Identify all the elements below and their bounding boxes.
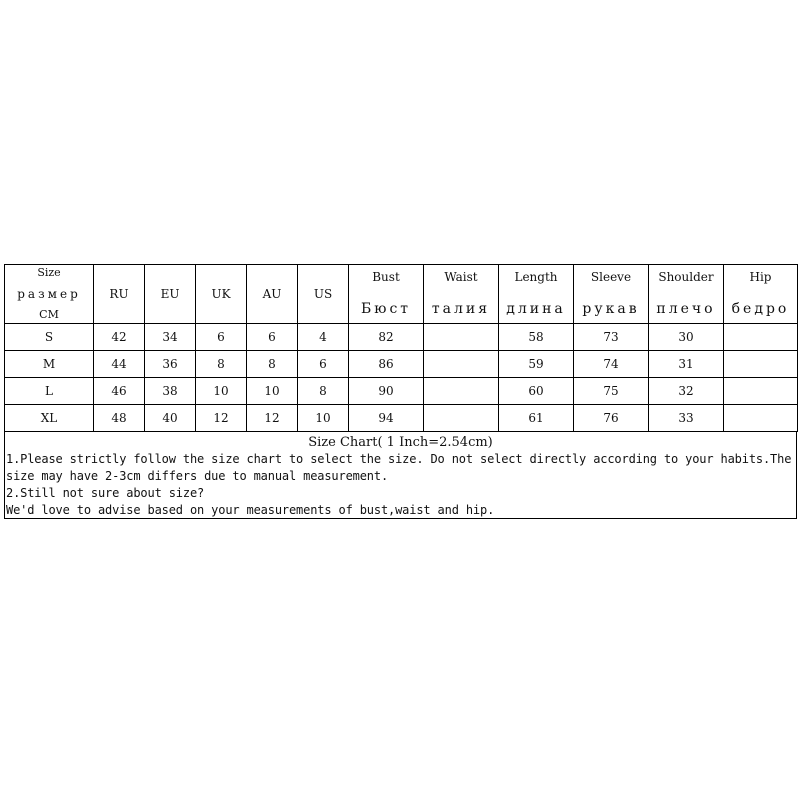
header-sleeve-ru: рукав xyxy=(582,301,640,317)
cell-shoulder: 32 xyxy=(649,378,724,405)
cell-us: 6 xyxy=(298,351,349,378)
header-hip-en: Hip xyxy=(749,270,772,284)
cell-sleeve: 73 xyxy=(574,324,649,351)
header-hip-ru: бедро xyxy=(731,301,790,317)
cell-au: 6 xyxy=(247,324,298,351)
cell-size: S xyxy=(5,324,94,351)
cell-au: 10 xyxy=(247,378,298,405)
header-shoulder-ru: плечо xyxy=(656,301,716,317)
size-header-en: Size xyxy=(37,266,61,279)
size-header-unit: CM xyxy=(39,308,59,321)
header-row xyxy=(5,265,798,324)
header-ru: RU xyxy=(94,265,145,324)
cell-eu: 36 xyxy=(145,351,196,378)
cell-au: 12 xyxy=(247,405,298,432)
cell-us: 4 xyxy=(298,324,349,351)
table-row xyxy=(5,378,798,405)
table-row xyxy=(5,324,798,351)
header-shoulder xyxy=(649,265,724,324)
cell-hip xyxy=(724,378,798,405)
header-sleeve-en: Sleeve xyxy=(590,270,632,284)
cell-eu: 40 xyxy=(145,405,196,432)
cell-ru: 44 xyxy=(94,351,145,378)
table-row xyxy=(5,351,798,378)
cell-length: 61 xyxy=(499,405,574,432)
header-bust-ru: Бюст xyxy=(360,301,412,317)
cell-eu: 34 xyxy=(145,324,196,351)
notes-box xyxy=(4,432,797,519)
notes-line-4: We'd love to advise based on your measurements of bust,waist and hip. xyxy=(6,503,495,517)
cell-waist xyxy=(424,405,499,432)
cell-length: 59 xyxy=(499,351,574,378)
cell-bust: 90 xyxy=(349,378,424,405)
size-table xyxy=(4,264,798,432)
cell-size: M xyxy=(5,351,94,378)
cell-bust: 86 xyxy=(349,351,424,378)
cell-size: L xyxy=(5,378,94,405)
cell-shoulder: 31 xyxy=(649,351,724,378)
cell-hip xyxy=(724,324,798,351)
cell-ru: 48 xyxy=(94,405,145,432)
cell-uk: 6 xyxy=(196,324,247,351)
cell-hip xyxy=(724,351,798,378)
size-header-cell xyxy=(5,265,94,324)
cell-uk: 10 xyxy=(196,378,247,405)
header-bust-en: Bust xyxy=(372,270,400,284)
size-chart xyxy=(4,264,797,519)
header-hip xyxy=(724,265,798,324)
header-eu: EU xyxy=(145,265,196,324)
cell-sleeve: 74 xyxy=(574,351,649,378)
notes-caption: Size Chart( 1 Inch=2.54cm) xyxy=(308,435,493,450)
cell-bust: 82 xyxy=(349,324,424,351)
header-sleeve xyxy=(574,265,649,324)
cell-size: XL xyxy=(5,405,94,432)
cell-eu: 38 xyxy=(145,378,196,405)
cell-uk: 8 xyxy=(196,351,247,378)
cell-au: 8 xyxy=(247,351,298,378)
header-bust xyxy=(349,265,424,324)
cell-shoulder: 30 xyxy=(649,324,724,351)
header-waist xyxy=(424,265,499,324)
header-au: AU xyxy=(247,265,298,324)
cell-bust: 94 xyxy=(349,405,424,432)
header-us: US xyxy=(298,265,349,324)
cell-ru: 46 xyxy=(94,378,145,405)
header-waist-ru: талия xyxy=(431,301,491,317)
cell-us: 10 xyxy=(298,405,349,432)
cell-uk: 12 xyxy=(196,405,247,432)
table-row xyxy=(5,405,798,432)
cell-sleeve: 76 xyxy=(574,405,649,432)
notes-line-1: 1.Please strictly follow the size chart to select the size. Do not select directly according to your habits.The xyxy=(6,452,792,466)
cell-waist xyxy=(424,351,499,378)
cell-length: 60 xyxy=(499,378,574,405)
notes-line-3: 2.Still not sure about size? xyxy=(6,486,205,500)
header-uk: UK xyxy=(196,265,247,324)
cell-waist xyxy=(424,324,499,351)
cell-waist xyxy=(424,378,499,405)
header-length-en: Length xyxy=(514,270,558,284)
cell-length: 58 xyxy=(499,324,574,351)
cell-sleeve: 75 xyxy=(574,378,649,405)
cell-shoulder: 33 xyxy=(649,405,724,432)
header-waist-en: Waist xyxy=(444,270,478,284)
header-length xyxy=(499,265,574,324)
size-header-ru: размер xyxy=(17,287,81,301)
cell-ru: 42 xyxy=(94,324,145,351)
cell-us: 8 xyxy=(298,378,349,405)
cell-hip xyxy=(724,405,798,432)
notes-line-2: size may have 2-3cm differs due to manual measurement. xyxy=(6,469,389,483)
header-length-ru: длина xyxy=(506,301,566,317)
header-shoulder-en: Shoulder xyxy=(658,270,714,284)
